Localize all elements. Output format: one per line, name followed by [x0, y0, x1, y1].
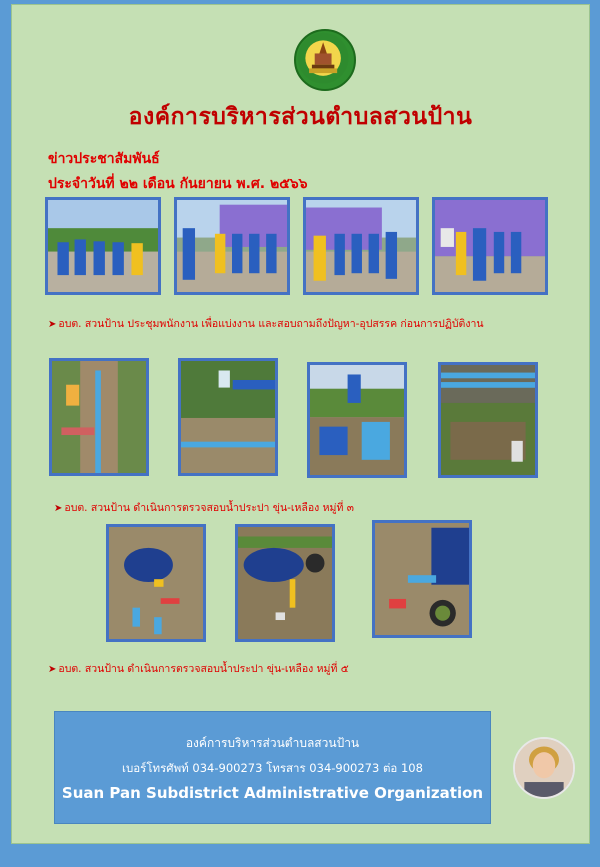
water-pipe-inspection-photo	[178, 358, 278, 476]
pipe-repair-photo	[372, 520, 472, 638]
date-line: ประจำวันที่ ๒๒ เดือน กันยายน พ.ศ. ๒๕๖๖	[48, 176, 308, 192]
water-pipe-inspection-photo	[438, 362, 538, 478]
footer-org-name-en: Suan Pan Subdistrict Administrative Organization	[61, 784, 484, 802]
water-pipe-inspection-photo	[307, 362, 407, 478]
footer-contact-line: เบอร์โทรศัพท์ 034-900273 โทรสาร 034-900273 ต่อ 108	[122, 761, 423, 775]
subdistrict-seal-icon	[294, 29, 356, 91]
page-title: องค์การบริหารส่วนตำบลสวนป้าน	[128, 103, 473, 130]
arrow-bullet-icon: ➤	[54, 503, 63, 514]
pipe-repair-photo	[106, 524, 206, 642]
staff-meeting-photo	[432, 197, 548, 295]
flyer-page	[11, 4, 590, 844]
footer-contact-box	[54, 711, 491, 824]
executive-portrait-photo	[513, 737, 575, 799]
staff-meeting-photo	[303, 197, 419, 295]
news-label: ข่าวประชาสัมพันธ์	[48, 151, 160, 167]
staff-meeting-photo	[45, 197, 161, 295]
staff-meeting-photo	[174, 197, 290, 295]
section-caption: ➤ อบต. สวนป้าน ประชุมพนักงาน เพื่อแบ่งงาน และสอบถามถึงปัญหา-อุปสรรค ก่อนการปฏิบัติงาน	[48, 318, 484, 330]
section-caption: ➤ อบต. สวนป้าน ดำเนินการตรวจสอบน้ำประปา ขุ่น-เหลือง หมู่ที่ ๕	[48, 663, 349, 675]
footer-org-name-th: องค์การบริหารส่วนตำบลสวนป้าน	[185, 736, 360, 750]
water-pipe-inspection-photo	[49, 358, 149, 476]
pipe-repair-photo	[235, 524, 335, 642]
arrow-bullet-icon: ➤	[48, 319, 57, 330]
section-caption: ➤ อบต. สวนป้าน ดำเนินการตรวจสอบน้ำประปา ขุ่น-เหลือง หมู่ที่ ๓	[54, 502, 354, 514]
arrow-bullet-icon: ➤	[48, 664, 57, 675]
